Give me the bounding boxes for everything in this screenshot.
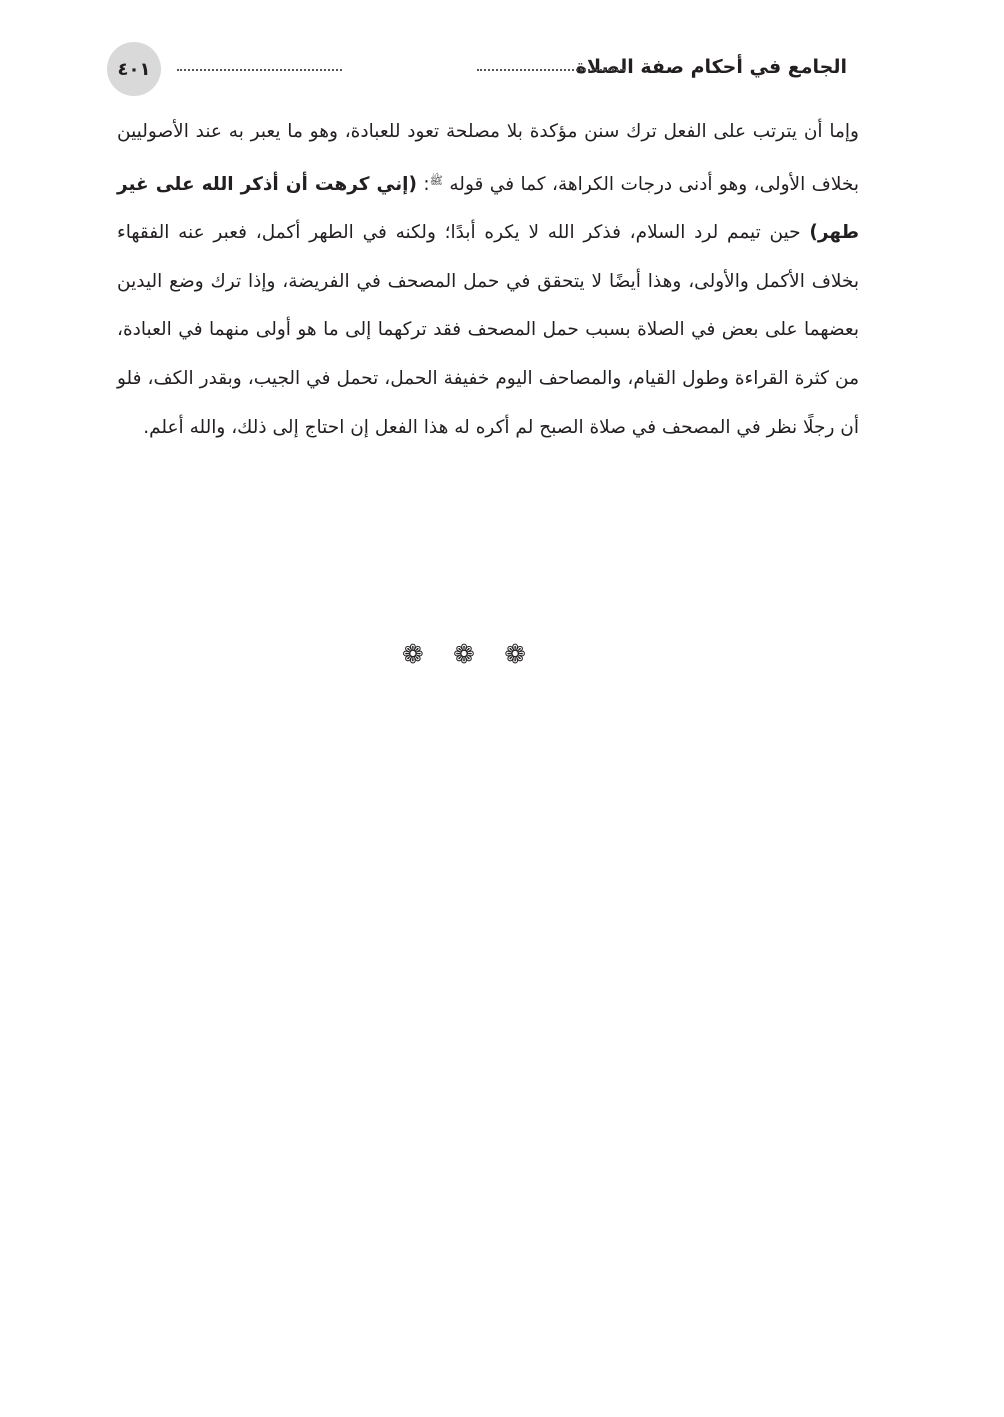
running-title: الجامع في أحكام صفة الصلاة [575,56,847,78]
dotted-leader-right [477,69,625,71]
main-paragraph [117,108,859,452]
paragraph-text-after-quote: حين تيمم لرد السلام، فذكر الله لا يكره أبدًا؛ ولكنه في الطهر أكمل، فعبر عنه الفقهاء بخلاف الأكمل والأولى، وهذا أيضًا لا يتحقق في حمل المصحف في الفريضة، وإذا ترك وضع اليدين بعضهما على بعض في الصلاة بسبب حمل المصحف فقد تركهما إلى ما هو أولى منهما في العبادة، من كثرة القراءة وطول القيام، والمصاحف اليوم خفيفة الحمل، تحمل في الجيب، وبقدر الكف، فلو أن رجلًا نظر في المصحف في صلاة الصبح لم أكره له هذا الفعل إن احتاج إلى ذلك، والله أعلم. [117,222,859,438]
flower-ornament-icon: ❁ [402,640,424,670]
hadith-quote: (إني كرهت أن أذكر الله على غير طهر) [117,173,859,244]
flower-ornament-icon: ❁ [504,640,526,670]
flower-ornament-icon: ❁ [453,640,475,670]
page-number: ٤٠١ [117,58,151,80]
section-end-ornaments [402,638,526,672]
page-header [107,40,847,96]
dotted-leader-left [177,69,342,71]
paragraph-text-before-quote: وإما أن يترتب على الفعل ترك سنن مؤكدة بلا مصلحة تعود للعبادة، وهو ما يعبر به عند الأصوليين بخلاف الأولى، وهو أدنى درجات الكراهة، كما في قوله [117,121,859,195]
page-number-badge [107,42,161,96]
quote-colon: : [416,173,430,195]
honorific-symbol: ﷺ [429,173,443,187]
